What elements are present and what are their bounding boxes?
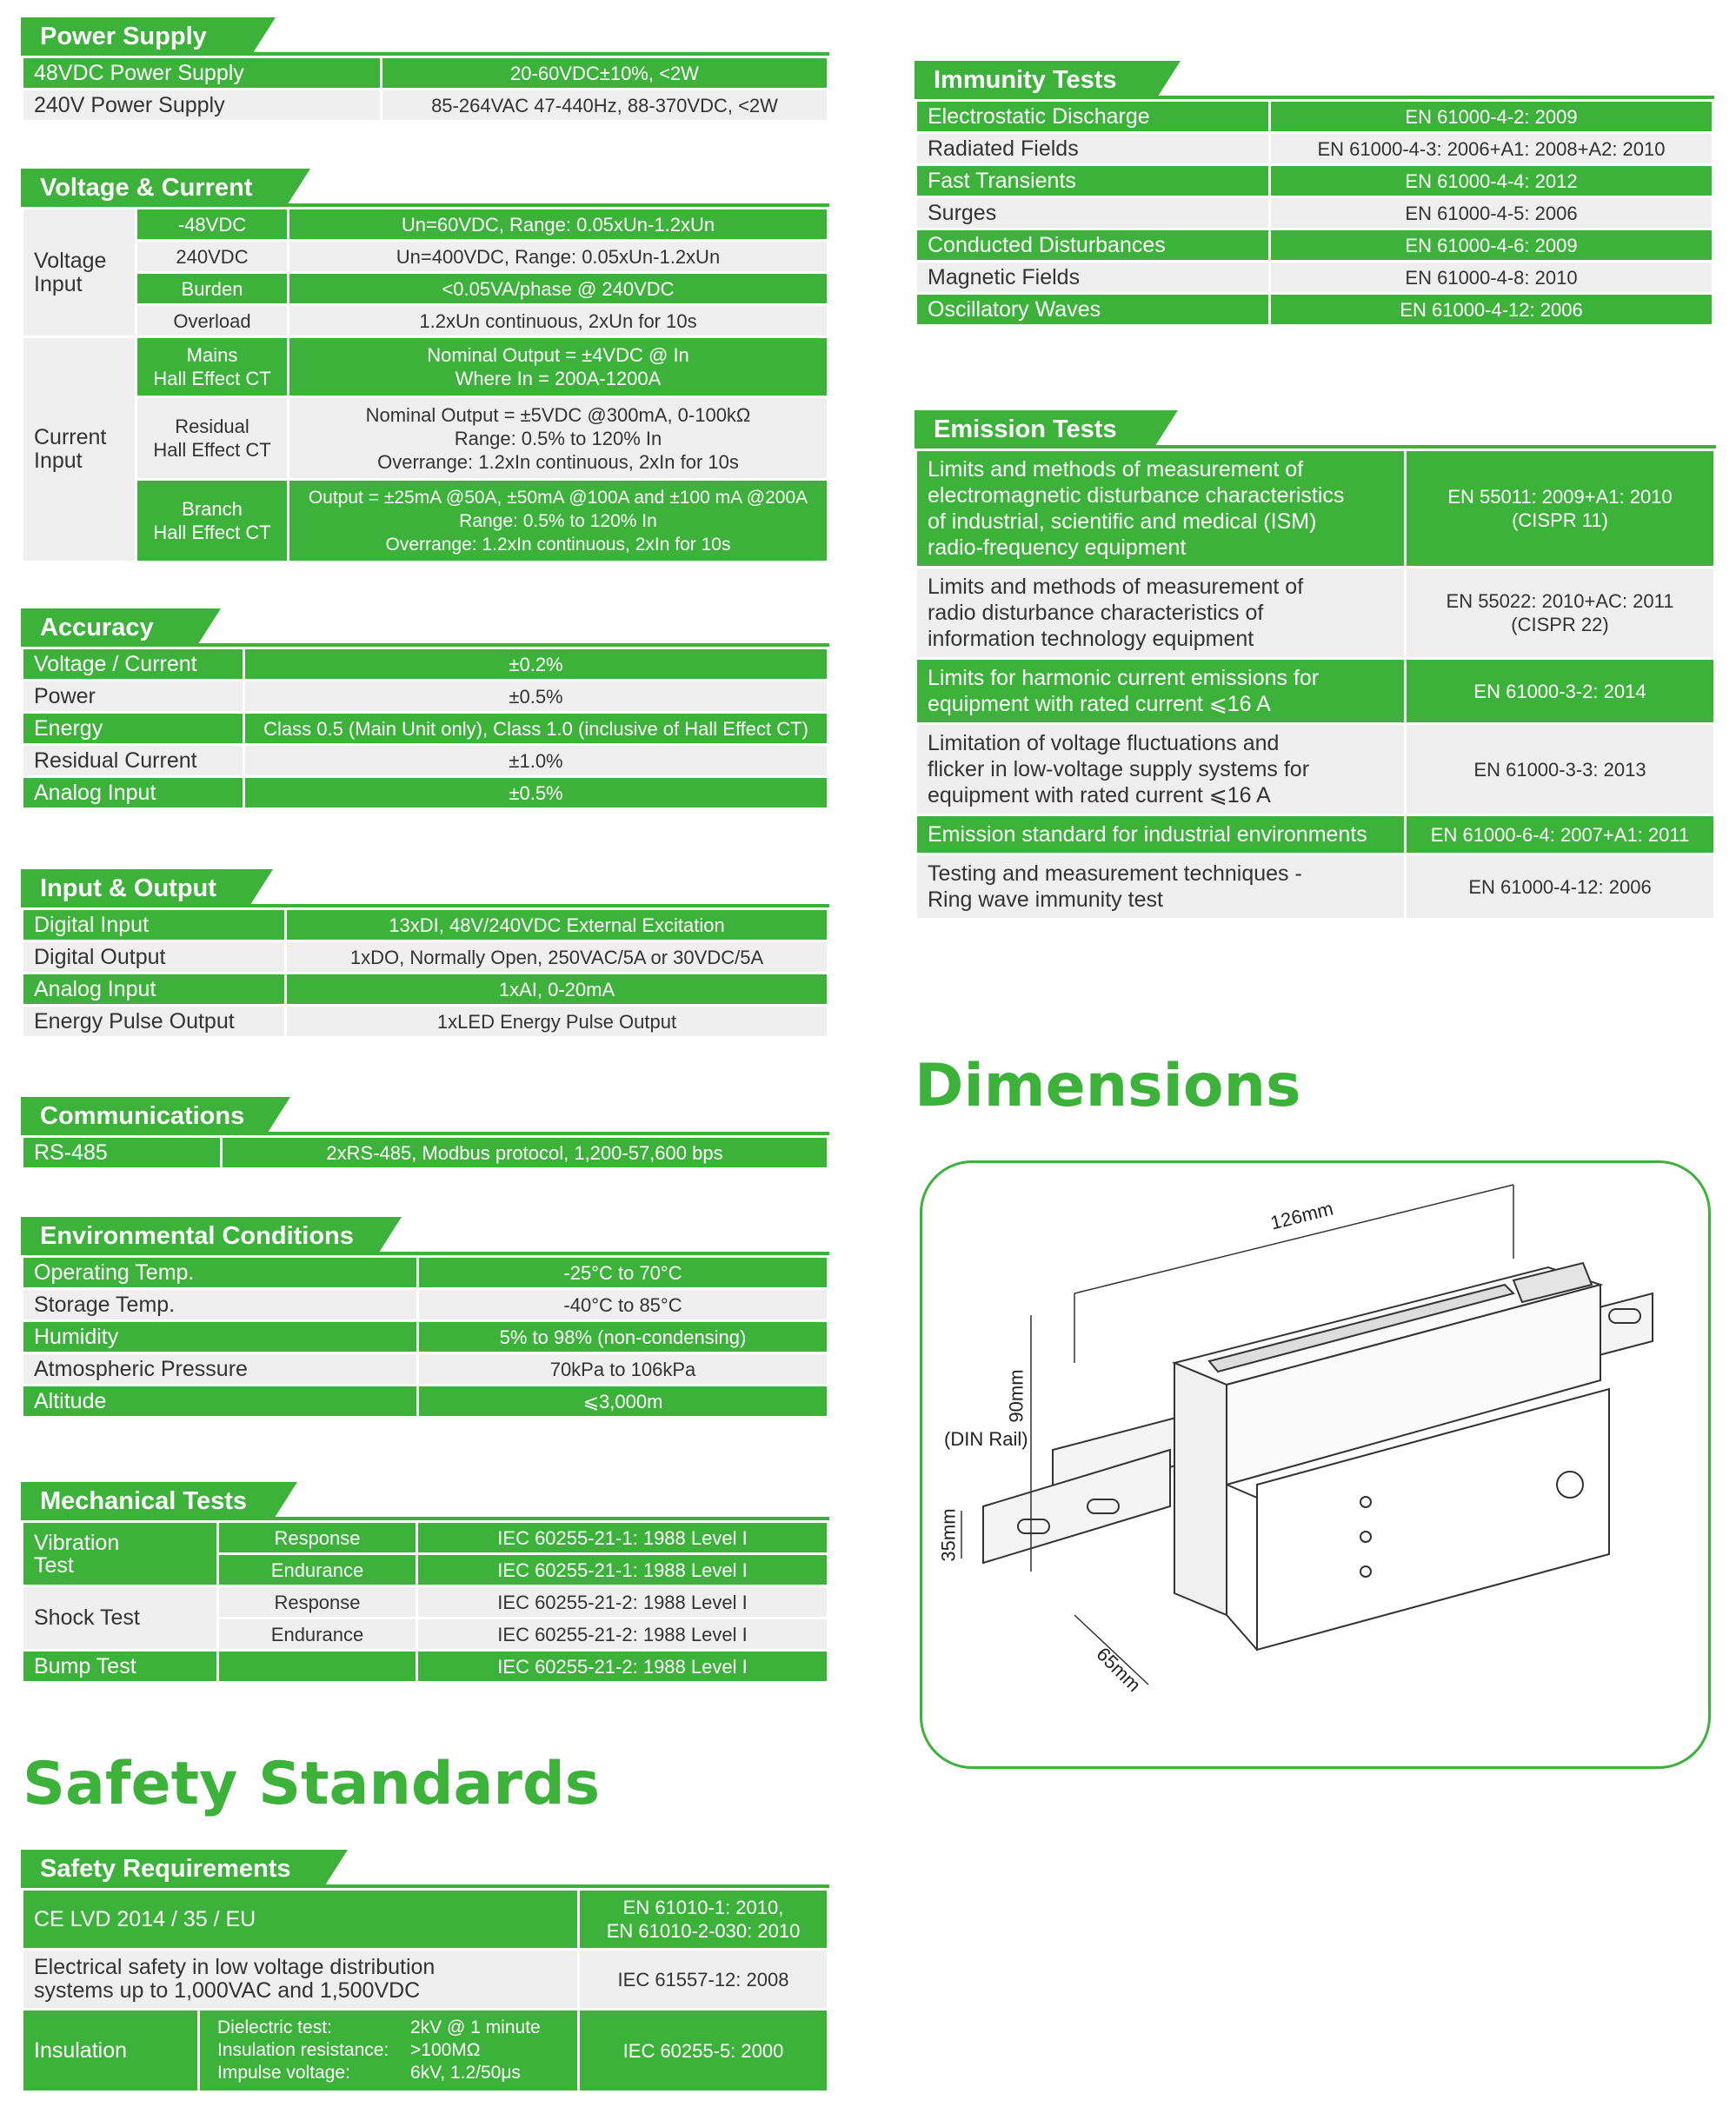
row-label: Limits and methods of measurement of radio disturbance characteristics of information technology equipment xyxy=(917,568,1404,657)
immunity-header xyxy=(915,61,1714,99)
row-label: Power xyxy=(23,681,243,711)
table-row xyxy=(23,681,827,711)
table-row xyxy=(23,1322,827,1352)
housing-front xyxy=(1174,1363,1227,1615)
insulation-row: Impulse voltage: 6kV, 1.2/50μs xyxy=(217,2063,521,2083)
bump-test-label: Bump Test xyxy=(23,1652,216,1681)
vibration-test-label: Vibration Test xyxy=(23,1523,216,1585)
row-label: Altitude xyxy=(23,1386,416,1416)
dimension-line-width xyxy=(1074,1185,1513,1293)
dimensions-title: Dimensions xyxy=(915,1052,1301,1120)
mech-sub: Endurance xyxy=(219,1619,416,1649)
table-row xyxy=(917,816,1713,853)
insulation-label: Insulation xyxy=(23,2011,197,2090)
emission-section xyxy=(915,410,1716,921)
power-supply-table xyxy=(21,56,829,123)
environmental-section xyxy=(21,1217,829,1419)
mechanical-header xyxy=(21,1482,829,1520)
row-value: ±0.5% xyxy=(245,681,827,711)
row-label: Fast Transients xyxy=(917,166,1268,196)
ci-value: Output = ±25mA @50A, ±50mA @100A and ±100 mA @200A Range: 0.5% to 120% In Overrange: 1.2xIn continuous, 2xIn for 10s xyxy=(289,481,827,561)
mechanical-table xyxy=(21,1520,829,1684)
row-label: Limits and methods of measurement of electromagnetic disturbance characteristics of industrial, scientific and medical (ISM) radio-frequency equipment xyxy=(917,451,1404,566)
input-output-header xyxy=(21,869,829,907)
mech-value: IEC 60255-21-2: 1988 Level I xyxy=(418,1619,827,1649)
row-label: Limits for harmonic current emissions for equipment with rated current ⩽16 A xyxy=(917,660,1404,722)
row-label: RS-485 xyxy=(23,1138,220,1167)
row-label: Energy Pulse Output xyxy=(23,1007,284,1036)
table-row xyxy=(917,725,1713,814)
row-value: 1xDO, Normally Open, 250VAC/5A or 30VDC/5A xyxy=(287,942,827,972)
safety-standards-title: Safety Standards xyxy=(23,1750,601,1818)
input-output-table xyxy=(21,907,829,1039)
insulation-details xyxy=(200,2011,577,2090)
row-value: EN 61000-3-3: 2013 xyxy=(1407,725,1713,814)
safety-section xyxy=(21,1850,829,2093)
communications-table xyxy=(21,1135,829,1170)
row-value: EN 61000-4-12: 2006 xyxy=(1271,295,1712,324)
section-title: Immunity Tests xyxy=(915,61,1156,99)
row-value: EN 61000-4-8: 2010 xyxy=(1271,263,1712,292)
row-value: EN 61000-3-2: 2014 xyxy=(1407,660,1713,722)
mech-value: IEC 60255-21-2: 1988 Level I xyxy=(418,1587,827,1617)
table-row xyxy=(917,102,1712,131)
power-supply-section xyxy=(21,17,829,123)
ce-lvd-label: CE LVD 2014 / 35 / EU xyxy=(23,1891,577,1948)
table-row xyxy=(23,942,827,972)
row-value: 20-60VDC±10%, <2W xyxy=(382,58,827,88)
din-rail-label: (DIN Rail) xyxy=(944,1428,1028,1450)
row-value: -25°C to 70°C xyxy=(419,1258,827,1287)
safety-table xyxy=(21,1888,829,2093)
table-row xyxy=(23,1007,827,1036)
table-row xyxy=(917,660,1713,722)
table-row xyxy=(23,974,827,1004)
table-row xyxy=(23,910,827,940)
section-title: Power Supply xyxy=(21,17,251,56)
table-row xyxy=(917,263,1712,292)
row-value: EN 61000-4-6: 2009 xyxy=(1271,230,1712,260)
mechanical-section xyxy=(21,1482,829,1684)
vi-value: 1.2xUn continuous, 2xUn for 10s xyxy=(289,306,827,336)
table-row xyxy=(23,1138,827,1167)
row-label: 48VDC Power Supply xyxy=(23,58,380,88)
table-row xyxy=(23,1386,827,1416)
row-label: Digital Output xyxy=(23,942,284,972)
mech-value: IEC 60255-21-1: 1988 Level I xyxy=(418,1555,827,1585)
safety-header xyxy=(21,1850,829,1888)
vi-sub: Overload xyxy=(137,306,287,336)
vi-sub: -48VDC xyxy=(137,209,287,239)
insulation-value: IEC 60255-5: 2000 xyxy=(580,2011,827,2090)
row-label: Conducted Disturbances xyxy=(917,230,1268,260)
ci-sub: Branch Hall Effect CT xyxy=(137,481,287,561)
section-title: Safety Requirements xyxy=(21,1850,323,1888)
voltage-current-header xyxy=(21,169,829,207)
row-label: Emission standard for industrial environments xyxy=(917,816,1404,853)
row-value: ⩽3,000m xyxy=(419,1386,827,1416)
current-input-group: Current Input xyxy=(23,338,135,561)
row-value: 70kPa to 106kPa xyxy=(419,1354,827,1384)
ci-value: Nominal Output = ±5VDC @300mA, 0-100kΩ Range: 0.5% to 120% In Overrange: 1.2xIn continuous, 2xIn for 10s xyxy=(289,398,827,478)
row-value: EN 61000-4-4: 2012 xyxy=(1271,166,1712,196)
row-label: Residual Current xyxy=(23,746,243,775)
mech-sub: Endurance xyxy=(219,1555,416,1585)
accuracy-table xyxy=(21,647,829,810)
device-dimensions-drawing xyxy=(922,1163,1708,1766)
row-label: Testing and measurement techniques - Ring wave immunity test xyxy=(917,855,1404,918)
table-row xyxy=(917,855,1713,918)
row-value: ±1.0% xyxy=(245,746,827,775)
vi-sub: Burden xyxy=(137,274,287,303)
row-label: 240V Power Supply xyxy=(23,90,380,120)
row-label: Radiated Fields xyxy=(917,134,1268,163)
table-row xyxy=(917,568,1713,657)
communications-header xyxy=(21,1097,829,1135)
section-title: Environmental Conditions xyxy=(21,1217,377,1255)
accuracy-header xyxy=(21,608,829,647)
row-label: Surges xyxy=(917,198,1268,228)
mech-sub: Response xyxy=(219,1587,416,1617)
row-value: 1xLED Energy Pulse Output xyxy=(287,1007,827,1036)
mech-value: IEC 60255-21-1: 1988 Level I xyxy=(418,1523,827,1552)
row-label: Operating Temp. xyxy=(23,1258,416,1287)
dimension-label-width: 126mm xyxy=(1267,1197,1336,1234)
insulation-row: Insulation resistance: >100MΩ xyxy=(217,2040,481,2060)
insulation-row: Dielectric test: 2kV @ 1 minute xyxy=(217,2017,541,2037)
vi-value: <0.05VA/phase @ 240VDC xyxy=(289,274,827,303)
section-title: Accuracy xyxy=(21,608,196,647)
electrical-safety-label: Electrical safety in low voltage distribution systems up to 1,000VAC and 1,500VDC xyxy=(23,1951,577,2008)
immunity-table xyxy=(915,99,1714,327)
dimension-label-rail: 35mm xyxy=(937,1508,960,1562)
dimension-label-height: 90mm xyxy=(1005,1369,1028,1423)
table-row xyxy=(23,649,827,679)
section-title: Communications xyxy=(21,1097,266,1135)
row-value: EN 55022: 2010+AC: 2011 (CISPR 22) xyxy=(1407,568,1713,657)
row-label: Electrostatic Discharge xyxy=(917,102,1268,131)
dimension-label-depth: 65mm xyxy=(1092,1643,1146,1697)
vi-value: Un=60VDC, Range: 0.05xUn-1.2xUn xyxy=(289,209,827,239)
row-value: EN 61000-6-4: 2007+A1: 2011 xyxy=(1407,816,1713,853)
table-row xyxy=(23,1290,827,1319)
row-value: -40°C to 85°C xyxy=(419,1290,827,1319)
voltage-current-table xyxy=(21,207,829,563)
row-value: 13xDI, 48V/240VDC External Excitation xyxy=(287,910,827,940)
row-label: Analog Input xyxy=(23,778,243,808)
table-row xyxy=(917,166,1712,196)
communications-section xyxy=(21,1097,829,1170)
mech-sub: Response xyxy=(219,1523,416,1552)
table-row xyxy=(23,1258,827,1287)
table-row xyxy=(23,1354,827,1384)
table-row xyxy=(917,198,1712,228)
electrical-safety-value: IEC 61557-12: 2008 xyxy=(580,1951,827,2008)
row-value: ±0.5% xyxy=(245,778,827,808)
mech-sub-empty xyxy=(219,1652,416,1681)
row-label: Atmospheric Pressure xyxy=(23,1354,416,1384)
environmental-header xyxy=(21,1217,829,1255)
ci-value: Nominal Output = ±4VDC @ In Where In = 200A-1200A xyxy=(289,338,827,395)
row-value: 2xRS-485, Modbus protocol, 1,200-57,600 bps xyxy=(223,1138,827,1167)
housing-edge xyxy=(1227,1615,1257,1650)
row-label: Analog Input xyxy=(23,974,284,1004)
dimensions-diagram-frame xyxy=(920,1160,1711,1769)
section-title: Input & Output xyxy=(21,869,249,907)
accuracy-section xyxy=(21,608,829,810)
voltage-input-group: Voltage Input xyxy=(23,209,135,336)
ci-sub: Residual Hall Effect CT xyxy=(137,398,287,478)
input-output-section xyxy=(21,869,829,1039)
table-row xyxy=(23,58,827,88)
row-value: EN 55011: 2009+A1: 2010 (CISPR 11) xyxy=(1407,451,1713,566)
row-label: Voltage / Current xyxy=(23,649,243,679)
environmental-table xyxy=(21,1255,829,1419)
table-row xyxy=(917,230,1712,260)
row-label: Oscillatory Waves xyxy=(917,295,1268,324)
row-label: Digital Input xyxy=(23,910,284,940)
row-value: 1xAI, 0-20mA xyxy=(287,974,827,1004)
table-row xyxy=(917,451,1713,566)
row-value: Class 0.5 (Main Unit only), Class 1.0 (inclusive of Hall Effect CT) xyxy=(245,714,827,743)
row-value: ±0.2% xyxy=(245,649,827,679)
vi-value: Un=400VDC, Range: 0.05xUn-1.2xUn xyxy=(289,242,827,271)
section-title: Emission Tests xyxy=(915,410,1154,449)
emission-table xyxy=(915,449,1716,921)
ce-lvd-value: EN 61010-1: 2010, EN 61010-2-030: 2010 xyxy=(580,1891,827,1948)
vi-sub: 240VDC xyxy=(137,242,287,271)
row-value: EN 61000-4-3: 2006+A1: 2008+A2: 2010 xyxy=(1271,134,1712,163)
ci-sub: Mains Hall Effect CT xyxy=(137,338,287,395)
row-label: Magnetic Fields xyxy=(917,263,1268,292)
table-row xyxy=(917,134,1712,163)
table-row xyxy=(23,714,827,743)
section-title: Voltage & Current xyxy=(21,169,286,207)
row-label: Energy xyxy=(23,714,243,743)
shock-test-label: Shock Test xyxy=(23,1587,216,1649)
row-value: 85-264VAC 47-440Hz, 88-370VDC, <2W xyxy=(382,90,827,120)
power-supply-header xyxy=(21,17,829,56)
table-row xyxy=(23,746,827,775)
voltage-current-section xyxy=(21,169,829,563)
row-label: Limitation of voltage fluctuations and flicker in low-voltage supply systems for equipment with rated current ⩽16 A xyxy=(917,725,1404,814)
emission-header xyxy=(915,410,1716,449)
row-value: EN 61000-4-12: 2006 xyxy=(1407,855,1713,918)
row-value: 5% to 98% (non-condensing) xyxy=(419,1322,827,1352)
row-label: Storage Temp. xyxy=(23,1290,416,1319)
mech-value: IEC 60255-21-2: 1988 Level I xyxy=(418,1652,827,1681)
row-value: EN 61000-4-5: 2006 xyxy=(1271,198,1712,228)
table-row xyxy=(917,295,1712,324)
housing-edge xyxy=(1227,1485,1257,1498)
row-label: Humidity xyxy=(23,1322,416,1352)
table-row xyxy=(23,778,827,808)
section-title: Mechanical Tests xyxy=(21,1482,273,1520)
table-row xyxy=(23,90,827,120)
row-value: EN 61000-4-2: 2009 xyxy=(1271,102,1712,131)
immunity-section xyxy=(915,61,1714,327)
